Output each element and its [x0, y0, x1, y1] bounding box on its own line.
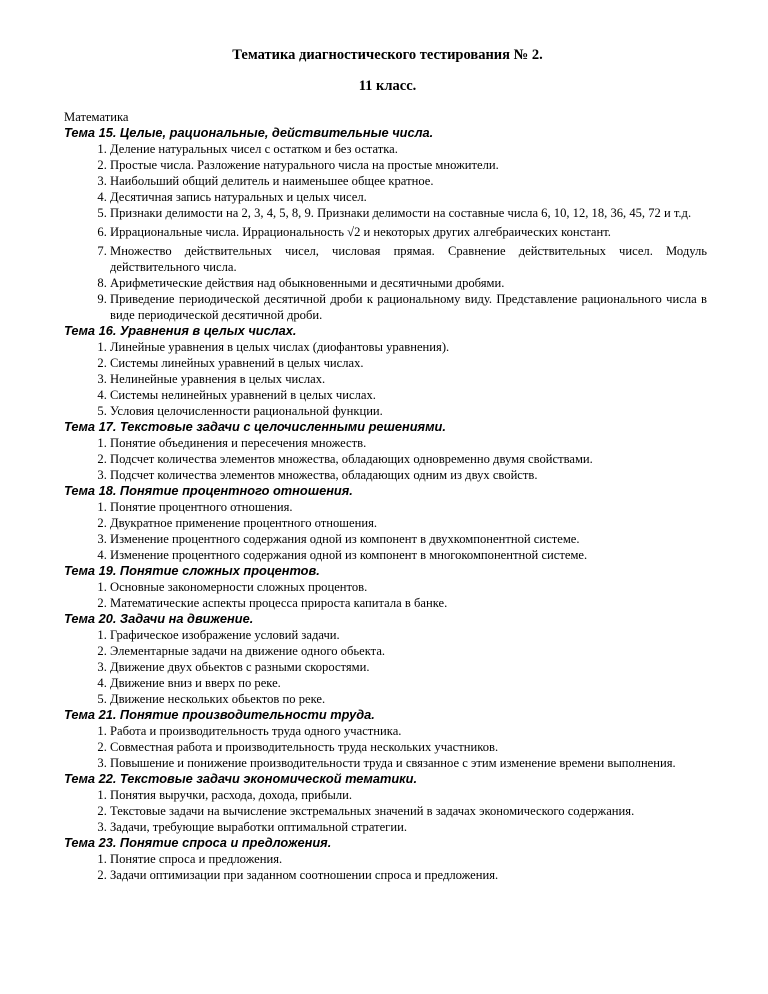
- topic-item: 2. Совместная работа и производительность труда нескольких участников.: [110, 739, 711, 755]
- topic-item-list: [64, 579, 711, 611]
- topic-item: 1. Линейные уравнения в целых числах (диофантовы уравнения).: [110, 339, 711, 355]
- topic-item: 1. Работа и производительность труда одного участника.: [110, 723, 711, 739]
- topic-item: 3. Подсчет количества элементов множества, обладающих одним из двух свойств.: [110, 467, 711, 483]
- topic-item: 5. Признаки делимости на 2, 3, 4, 5, 8, 9. Признаки делимости на составные числа 6, 10, 12, 18, 36, 45, 72 и т.д.: [110, 205, 711, 221]
- topic-item: 4. Системы нелинейных уравнений в целых числах.: [110, 387, 711, 403]
- topic-heading: Тема 16. Уравнения в целых числах.: [64, 323, 297, 338]
- topic-item: 1. Понятие процентного отношения.: [110, 499, 711, 515]
- topic-heading: Тема 18. Понятие процентного отношения.: [64, 483, 353, 498]
- topic-heading: Тема 19. Понятие сложных процентов.: [64, 563, 320, 578]
- topic-item: 8. Арифметические действия над обыкновенными и десятичными дробями.: [110, 275, 711, 291]
- topic-heading: Тема 23. Понятие спроса и предложения.: [64, 835, 332, 850]
- topic-item: 2. Системы линейных уравнений в целых числах.: [110, 355, 711, 371]
- topic-item: 5. Условия целочисленности рациональной функции.: [110, 403, 711, 419]
- topic-item: 3. Движение двух обьектов с разными скоростями.: [110, 659, 711, 675]
- topic-item: 2. Подсчет количества элементов множества, обладающих одновременно двумя свойствами.: [110, 451, 711, 467]
- topic-item-list: [64, 435, 711, 483]
- topic-item-list: [64, 499, 711, 563]
- topic-item: 3. Повышение и понижение производительности труда и связанное с этим изменение времени выполнения.: [110, 755, 711, 771]
- topic-section: [64, 419, 711, 483]
- topic-heading: Тема 22. Текстовые задачи экономической тематики.: [64, 771, 418, 786]
- topic-item: 2. Двукратное применение процентного отношения.: [110, 515, 711, 531]
- topic-item: 2. Простые числа. Разложение натурального числа на простые множители.: [110, 157, 711, 173]
- document-subtitle: 11 класс.: [358, 78, 417, 94]
- subject-label: Математика: [64, 110, 129, 124]
- topic-item: 3. Наибольший общий делитель и наименьшее общее кратное.: [110, 173, 711, 189]
- topic-item: 2. Математические аспекты процесса прироста капитала в банке.: [110, 595, 711, 611]
- topic-heading: Тема 21. Понятие производительности труда.: [64, 707, 375, 722]
- document-title: Тематика диагностического тестирования № 2.: [232, 47, 543, 63]
- topic-section: [64, 563, 711, 611]
- topic-item: 5. Движение нескольких обьектов по реке.: [110, 691, 711, 707]
- topic-heading: Тема 15. Целые, рациональные, действительные числа.: [64, 125, 434, 140]
- topic-section: [64, 125, 711, 323]
- topic-item: 1. Понятия выручки, расхода, дохода, прибыли.: [110, 787, 711, 803]
- topic-section: [64, 771, 711, 835]
- topic-item: 1. Деление натуральных чисел с остатком и без остатка.: [110, 141, 711, 157]
- topic-section: [64, 483, 711, 563]
- topic-item: 1. Понятие спроса и предложения.: [110, 851, 711, 867]
- topic-item: 3. Задачи, требующие выработки оптимальной стратегии.: [110, 819, 711, 835]
- topic-heading: Тема 20. Задачи на движение.: [64, 611, 254, 626]
- topic-item: 3. Нелинейные уравнения в целых числах.: [110, 371, 711, 387]
- topic-item: 1. Графическое изображение условий задачи.: [110, 627, 711, 643]
- topic-section: [64, 323, 711, 419]
- topic-item: 9. Приведение периодической десятичной дроби к рациональному виду. Представление рационального числа в виде периодической десятичной дроби.: [110, 291, 711, 323]
- topic-item: 4. Движение вниз и вверх по реке.: [110, 675, 711, 691]
- topic-item: 1. Понятие объединения и пересечения множеств.: [110, 435, 711, 451]
- topic-item-list: [64, 339, 711, 419]
- topic-item-list: [64, 787, 711, 835]
- topic-item: 2. Задачи оптимизации при заданном соотношении спроса и предложения.: [110, 867, 711, 883]
- topic-item: 2. Элементарные задачи на движение одного обьекта.: [110, 643, 711, 659]
- topic-item: 4. Десятичная запись натуральных и целых чисел.: [110, 189, 711, 205]
- topic-item-list: [64, 851, 711, 883]
- topic-item: 2. Текстовые задачи на вычисление экстремальных значений в задачах экономического содержания.: [110, 803, 711, 819]
- topic-item: 3. Изменение процентного содержания одной из компонент в двухкомпонентной системе.: [110, 531, 711, 547]
- topic-item-list: [64, 141, 711, 323]
- topic-item: 4. Изменение процентного содержания одной из компонент в многокомпонентной системе.: [110, 547, 711, 563]
- topic-section: [64, 611, 711, 707]
- topic-item-list: [64, 723, 711, 771]
- topic-item-with-sqrt-formula: 6. Иррациональные числа. Иррациональность √2 и некоторых других алгебраических констант.: [110, 221, 711, 243]
- topic-item: 1. Основные закономерности сложных процентов.: [110, 579, 711, 595]
- topic-heading: Тема 17. Текстовые задачи с целочисленными решениями.: [64, 419, 446, 434]
- topic-section: [64, 707, 711, 771]
- topic-item: 7. Множество действительных чисел, числовая прямая. Сравнение действительных чисел. Модуль действительного числа.: [110, 243, 711, 275]
- topic-item-list: [64, 627, 711, 707]
- topic-section: [64, 835, 711, 883]
